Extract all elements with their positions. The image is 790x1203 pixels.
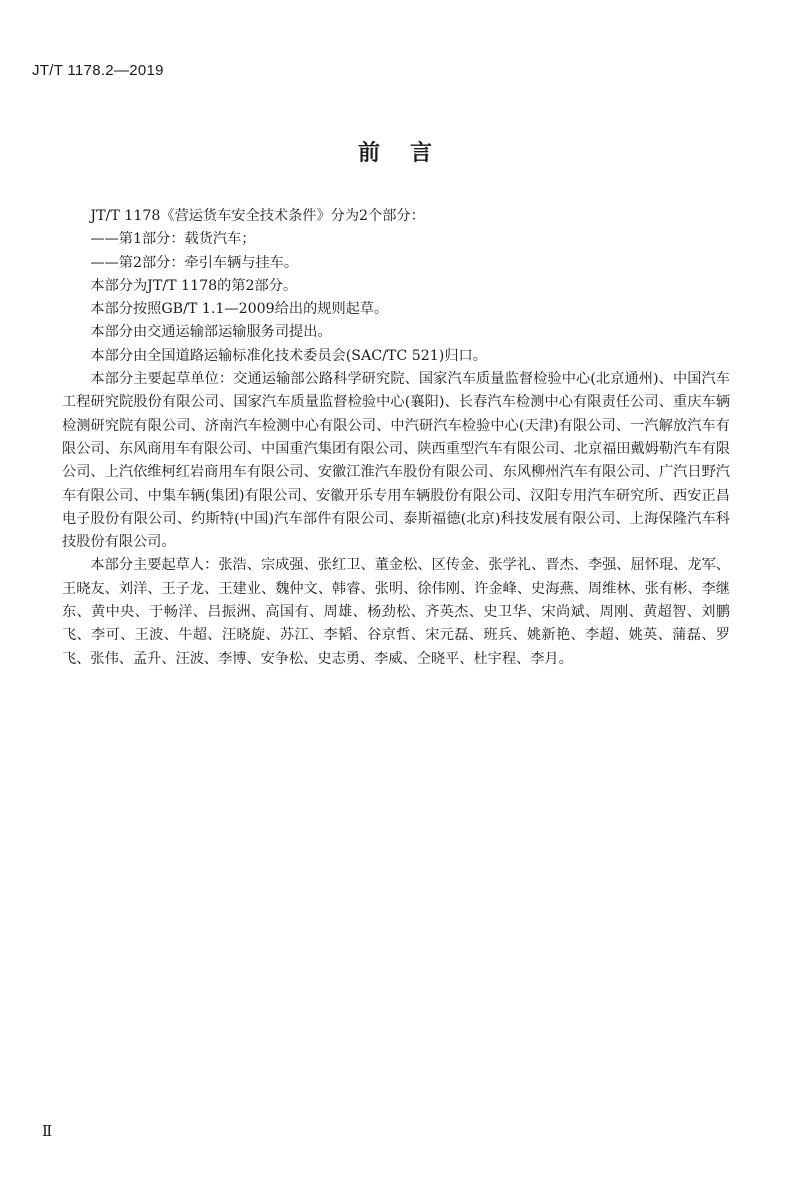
page-title: 前言 (357, 141, 462, 166)
jurisdiction-statement: 本部分由全国道路运输标准化技术委员会(SAC/TC 521)归口。 (90, 347, 487, 364)
part-2-item: ——第2部分：牵引车辆与挂车。 (90, 254, 299, 271)
proposer-statement: 本部分由交通运输部运输服务司提出。 (90, 324, 332, 341)
drafting-units-paragraph: 本部分主要起草单位：交通运输部公路科学研究院、国家汽车质量监督检验中心(北京通州)、中国汽车工程研究院股份有限公司、国家汽车质量监督检验中心(襄阳)、长春汽车检测中心有限责任公司、重庆车辆检测研究院有限公司、济南汽车检测中心有限公司、中汽研汽车检验中心(天津)有限公司、一汽解放汽车有限公司、东风商用车有限公司、中国重汽集团有限公司、陕西重型汽车有限公司、北京福田戴姆勒汽车有限公司、上汽依维柯红岩商用车有限公司、安徽江淮汽车股份有限公司、东风柳州汽车有限公司、广汽日野汽车有限公司、中集车辆(集团)有限公司、安徽开乐专用车辆股份有限公司、汉阳专用汽车研究所、西安正昌电子股份有限公司、约斯特(中国)汽车部件有限公司、泰斯福德(北京)科技发展有限公司、上海保隆汽车科技股份有限公司。 (62, 371, 730, 551)
drafters-paragraph: 本部分主要起草人：张浩、宗成强、张红卫、董金松、区传金、张学礼、晋杰、李强、屈怀琨、龙军、王晓友、刘洋、王子龙、王建业、魏仲文、韩睿、张明、徐伟刚、许金峰、史海燕、周维林、张有彬、李继东、黄中央、于畅洋、吕振洲、高国有、周雄、杨劲松、齐英杰、史卫华、宋尚斌、周刚、黄超智、刘鹏飞、李可、王波、牛超、汪晓旋、苏江、李韬、谷京哲、宋元磊、班兵、姚新艳、李超、姚英、蒲磊、罗飞、张伟、孟升、汪波、李博、安争松、史志勇、李威、仝晓平、杜宇程、李月。 (62, 557, 730, 667)
drafting-rules-statement: 本部分按照GB/T 1.1—2009给出的规则起草。 (90, 301, 389, 318)
part-1-item: ——第1部分：载货汽车； (90, 231, 256, 248)
standard-code: JT/T 1178.2—2019 (32, 62, 164, 79)
part-statement: 本部分为JT/T 1178的第2部分。 (90, 277, 298, 294)
page-number: Ⅱ (42, 1122, 53, 1140)
document-body (62, 205, 730, 671)
intro-paragraph: JT/T 1178《营运货车安全技术条件》分为2个部分： (90, 208, 425, 224)
